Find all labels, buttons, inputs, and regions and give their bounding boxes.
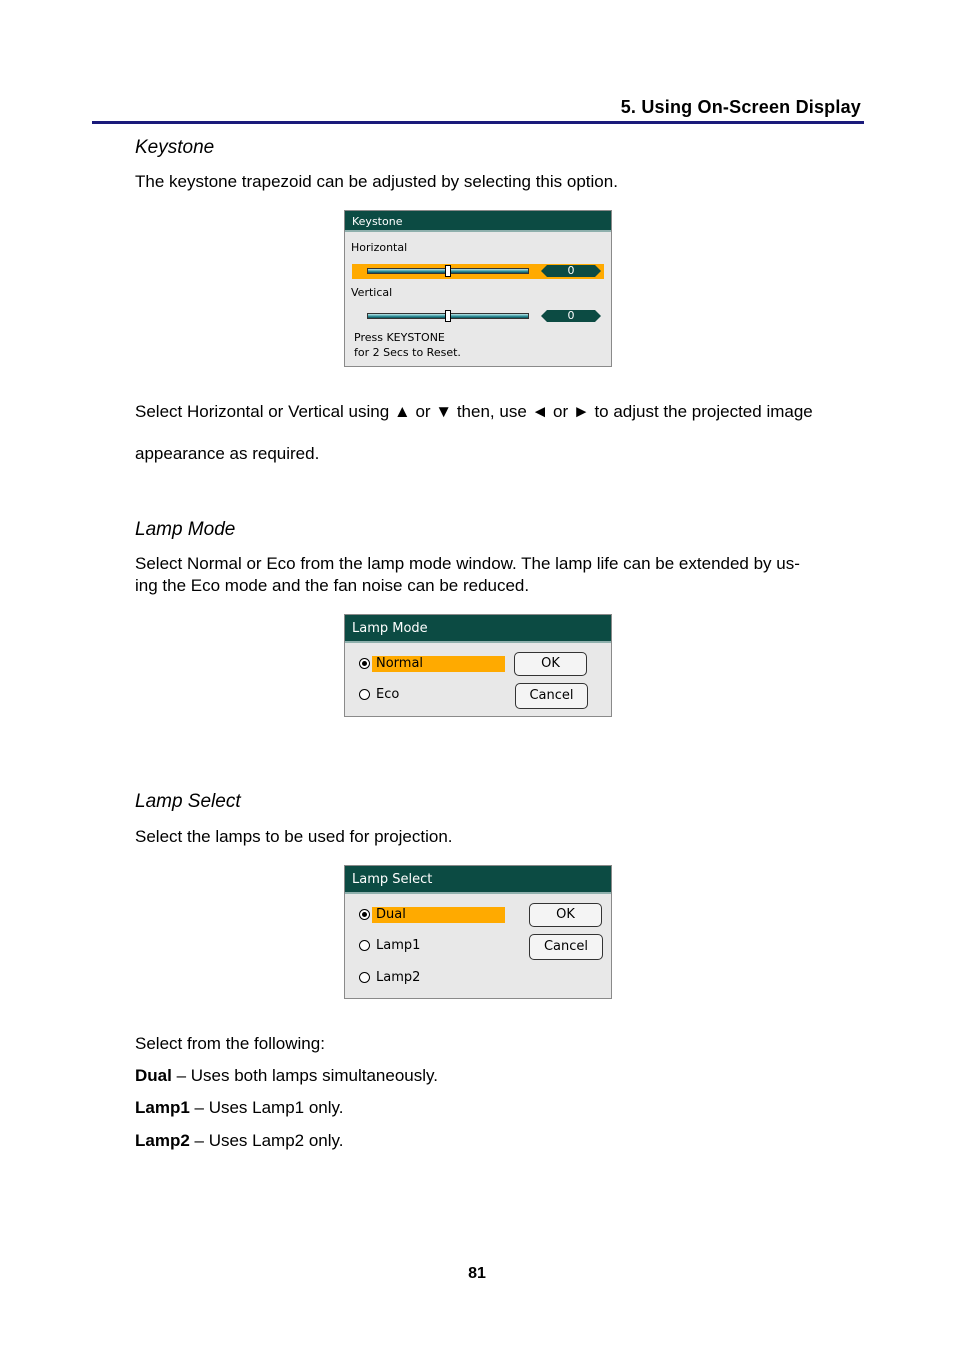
horizontal-value-box <box>541 265 601 277</box>
lamp2-option-label[interactable]: Lamp2 <box>376 970 421 985</box>
keystone-instruction-line2: appearance as required. <box>135 444 320 463</box>
keystone-intro: The keystone trapezoid can be adjusted by selecting this option. <box>135 172 618 191</box>
header-rule <box>92 121 864 124</box>
vertical-value: 0 <box>567 309 575 322</box>
horizontal-label: Horizontal <box>351 241 408 254</box>
lamp-mode-body-line1: Select Normal or Eco from the lamp mode window. The lamp life can be extended by us- <box>135 554 800 573</box>
lamp-select-follow: Select from the following: <box>135 1034 325 1053</box>
list-item-term: Lamp1 <box>135 1098 190 1117</box>
lamp-select-osd-window <box>344 865 612 999</box>
section-header: 5. Using On-Screen Display <box>620 97 861 117</box>
lamp-select-cancel-button[interactable]: Cancel <box>529 934 603 960</box>
keystone-instruction-line1: Select Horizontal or Vertical using ▲ or ▼ then, use ◄ or ► to adjust the projected image <box>135 402 813 421</box>
lamp1-radio[interactable] <box>359 940 370 951</box>
lamp-mode-cancel-button[interactable]: Cancel <box>515 683 588 709</box>
keystone-osd-title: Keystone <box>345 211 611 230</box>
keystone-osd-window <box>344 210 612 367</box>
lamp-select-ok-button[interactable]: OK <box>529 903 602 927</box>
lamp2-radio[interactable] <box>359 972 370 983</box>
lamp-mode-ok-button[interactable]: OK <box>514 652 587 676</box>
vertical-slider-thumb[interactable] <box>445 310 451 322</box>
dual-radio[interactable] <box>359 909 370 920</box>
keystone-note-line2: for 2 Secs to Reset. <box>354 346 461 359</box>
lamp-mode-osd-window <box>344 614 612 717</box>
lamp-select-osd-title: Lamp Select <box>345 866 611 892</box>
keystone-heading: Keystone <box>135 137 215 158</box>
normal-option-label: Normal <box>376 656 424 671</box>
horizontal-slider-thumb[interactable] <box>445 265 451 277</box>
page-number: 81 <box>468 1265 486 1282</box>
eco-radio[interactable] <box>359 689 370 700</box>
list-item-term: Dual <box>135 1066 172 1085</box>
lamp-mode-osd-title: Lamp Mode <box>345 615 611 641</box>
list-item-term: Lamp2 <box>135 1131 190 1150</box>
horizontal-value: 0 <box>567 264 575 277</box>
normal-radio[interactable] <box>359 658 370 669</box>
lamp-select-body: Select the lamps to be used for projection. <box>135 827 453 846</box>
lamp-mode-heading: Lamp Mode <box>135 519 236 540</box>
list-item-desc: – Uses Lamp1 only. <box>189 1098 344 1117</box>
lamp1-option-label[interactable]: Lamp1 <box>376 938 421 953</box>
list-item <box>135 1097 344 1119</box>
lamp-select-heading: Lamp Select <box>135 791 241 812</box>
list-item-desc: – Uses Lamp2 only. <box>189 1131 344 1150</box>
vertical-label: Vertical <box>351 286 393 299</box>
list-item-desc: – Uses both lamps simultaneously. <box>171 1066 438 1085</box>
dual-option-label: Dual <box>376 907 406 922</box>
keystone-note-line1: Press KEYSTONE <box>354 331 445 344</box>
list-item <box>135 1130 344 1152</box>
eco-option-label[interactable]: Eco <box>376 687 400 702</box>
list-item <box>135 1065 438 1087</box>
lamp-mode-body-line2: ing the Eco mode and the fan noise can be reduced. <box>135 576 530 595</box>
vertical-value-box <box>541 310 601 322</box>
